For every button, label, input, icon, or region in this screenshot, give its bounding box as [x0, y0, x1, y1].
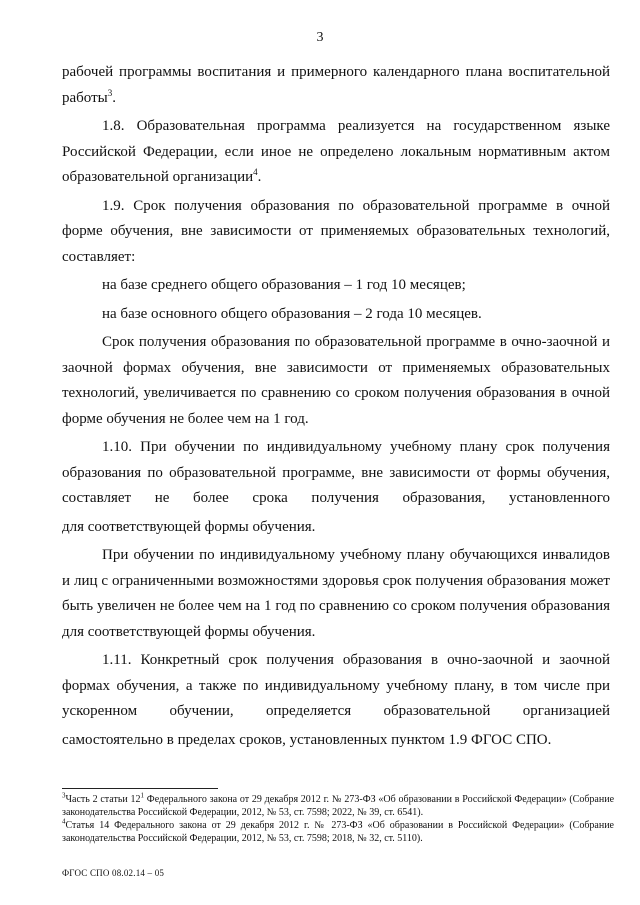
- footnote-inner-mark: 1: [140, 791, 145, 800]
- footnote-3: [62, 793, 614, 819]
- paragraph-punct: .: [112, 89, 116, 106]
- footnote-4: [62, 819, 614, 845]
- footnote-text: Статья 14 Федерального закона от 29 декабря 2012 г. № 273-ФЗ «Об образовании в Российской Федерации» (Собрание законодательства Российской Федерации, 2012, № 53, ст. 7598; 2018, № 32, ст. 5110).: [62, 820, 614, 844]
- footnote-ref[interactable]: 4: [253, 167, 258, 177]
- paragraph-1-10-end: для соответствующей формы обучения.: [62, 518, 316, 535]
- paragraph-1-9: 1.9. Срок получения образования по образовательной программе в очной форме обучения, вне зависимости от применяемых образовательных технологий, составляет:: [62, 197, 610, 265]
- paragraph-continuation: [62, 60, 610, 111]
- paragraph-1-11-end: самостоятельно в пределах сроков, установленных пунктом 1.9 ФГОС СПО.: [62, 731, 552, 748]
- paragraph-text: 1.8. Образовательная программа реализуется на государственном языке Российской Федерации, если иное не определено локальным нормативным актом образовательной организации: [62, 118, 610, 185]
- footnotes: [62, 793, 614, 845]
- footnote-text: Часть 2 статьи 12: [65, 794, 141, 805]
- paragraph-part-time-duration: Срок получения образования по образовательной программе в очно-заочной и заочной формах обучения, вне зависимости от применяемых образовательных технологий, увеличивается по сравнению со сроком получения образования в очной форме обучения не более чем на 1 год.: [62, 334, 610, 427]
- paragraph-secondary-general: на базе среднего общего образования – 1 год 10 месяцев;: [102, 277, 466, 293]
- paragraph-punct: .: [257, 169, 262, 185]
- footnote-separator: [62, 788, 218, 789]
- page-number: 3: [316, 30, 324, 45]
- paragraph-1-10: 1.10. При обучении по индивидуальному учебному плану срок получения образования по образовательной программе, вне зависимости от формы обучения, составляет не более срока получения образования, установленного: [62, 439, 610, 506]
- paragraph-1-8: [62, 114, 610, 191]
- footnote-text: Федерального закона от 29 декабря 2012 г. № 273-ФЗ «Об образовании в Российской Федерации» (Собрание законодательства Российской Федерации, 2012, № 53, ст. 7598; 2022, № 39, ст. 6541).: [62, 794, 615, 818]
- footnote-ref[interactable]: 3: [107, 87, 113, 98]
- paragraph-1-11: 1.11. Конкретный срок получения образования в очно-заочной и заочной формах обучения, а также по индивидуальному учебному плану, в том числе при ускоренном обучении, определяется образовательной организацией: [62, 652, 610, 719]
- paragraph-disabled-students: При обучении по индивидуальному учебному плану обучающихся инвалидов и лиц с ограниченными возможностями здоровья срок получения образования может быть увеличен не более чем на 1 год по сравнению со сроком получения образования для соответствующей формы обучения.: [62, 547, 610, 640]
- document-body: [62, 60, 610, 756]
- document-code: ФГОС СПО 08.02.14 – 05: [62, 868, 165, 878]
- footnote-mark: 4: [62, 817, 66, 826]
- paragraph-basic-general: на базе основного общего образования – 2 года 10 месяцев.: [102, 305, 482, 322]
- paragraph-text: рабочей программы воспитания и примерного календарного плана воспитательной работы: [62, 64, 610, 106]
- footnote-mark: 3: [62, 791, 66, 800]
